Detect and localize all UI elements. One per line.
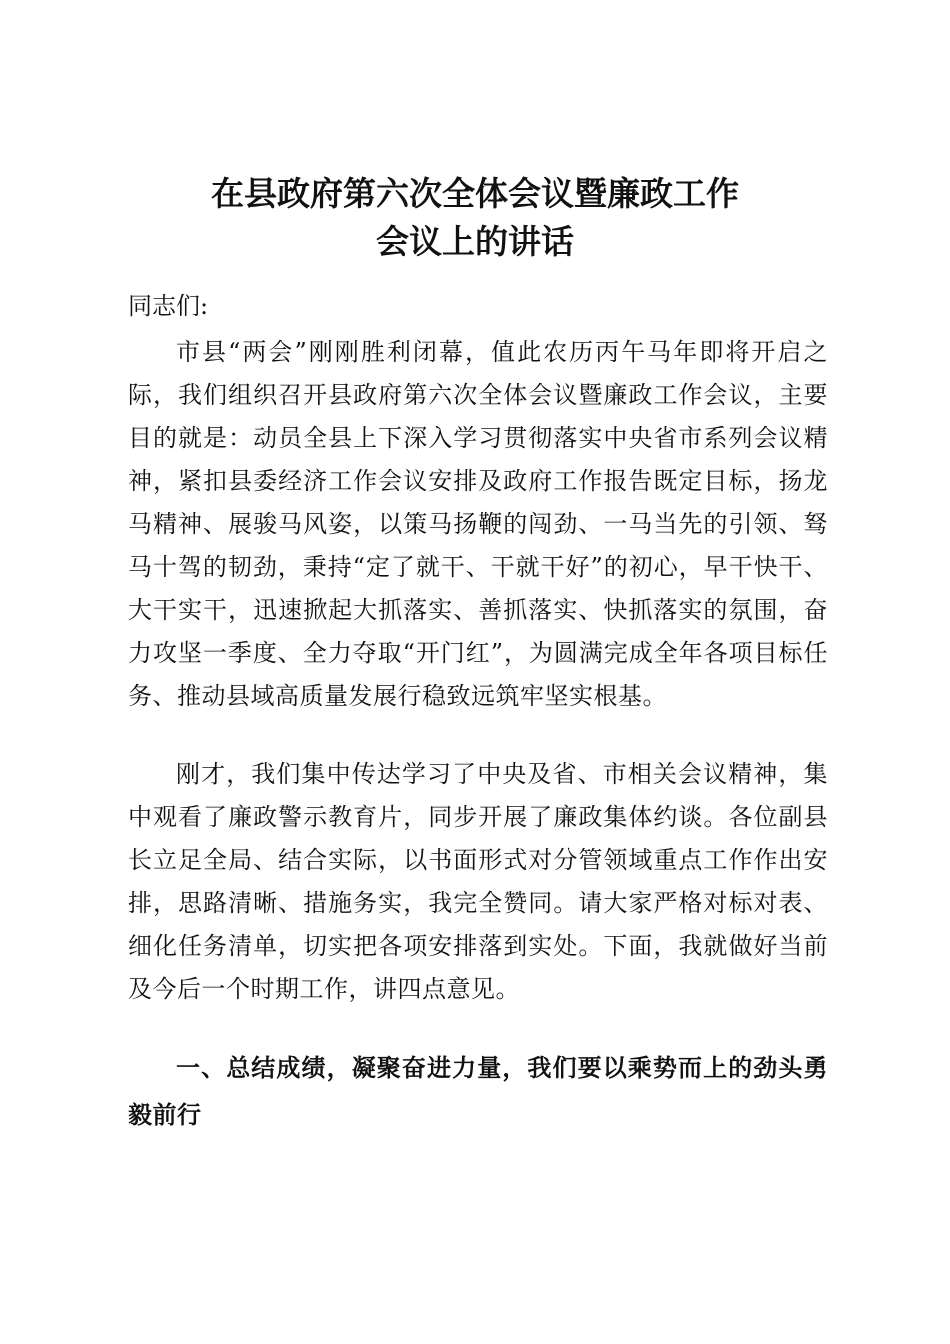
body-paragraph-1: 市县“两会”刚刚胜利闭幕，值此农历丙午马年即将开启之际，我们组织召开县政府第六次全体会议暨廉政工作会议，主要目的就是：动员全县上下深入学习贯彻落实中央省市系列会议精神，紧扣县委经济工作会议安排及政府工作报告既定目标，扬龙马精神、展骏马风姿，以策马扬鞭的闯劲、一马当先的引领、驽马十驾的韧劲，秉持“定了就干、干就干好”的初心，早干快干、大干实干，迅速掀起大抓落实、善抓落实、快抓落实的氛围，奋力攻坚一季度、全力夺取“开门红”，为圆满完成全年各项目标任务、推动县域高质量发展行稳致远筑牢坚实根基。 [128,338,828,710]
document-title-line-2: 会议上的讲话 [376,222,574,261]
document-title-line-1: 在县政府第六次全体会议暨廉政工作 [211,174,739,213]
body-paragraph-2: 刚才，我们集中传达学习了中央及省、市相关会议精神，集中观看了廉政警示教育片，同步开展了廉政集体约谈。各位副县长立足全局、结合实际，以书面形式对分管领域重点工作作出安排，思路清晰、措施务实，我完全赞同。请大家严格对标对表、细化任务清单，切实把各项安排落到实处。下面，我就做好当前及今后一个时期工作，讲四点意见。 [128,760,828,1003]
salutation: 同志们: [128,292,209,320]
section-heading-1: 一、总结成绩，凝聚奋进力量，我们要以乘势而上的劲头勇毅前行 [128,1054,828,1129]
